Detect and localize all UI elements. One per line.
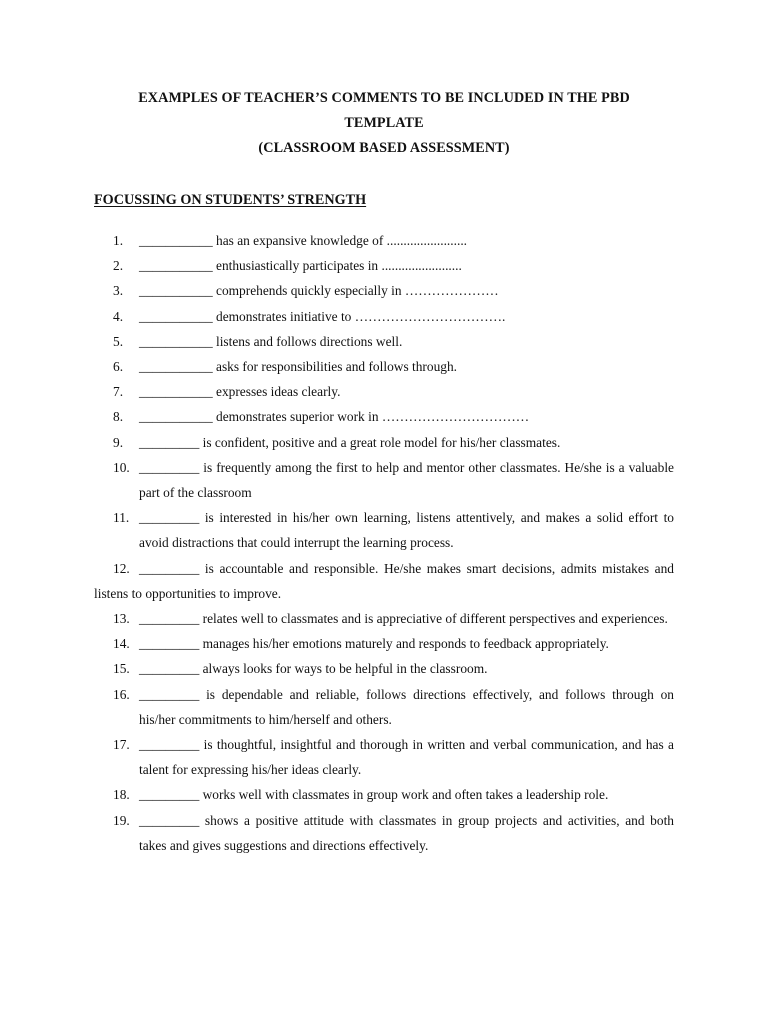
- item-number: 9.: [113, 434, 124, 450]
- item-number: 16.: [113, 686, 130, 702]
- list-item: [94, 782, 674, 807]
- list-item: [94, 379, 674, 404]
- item-number: 13.: [113, 611, 130, 627]
- section-heading: FOCUSSING ON STUDENTS’ STRENGTH: [94, 192, 367, 208]
- title-line-3: (CLASSROOM BASED ASSESSMENT): [258, 140, 510, 156]
- item-number: 15.: [113, 661, 130, 677]
- item-number: 7.: [113, 384, 124, 400]
- item-number: 2.: [113, 258, 124, 274]
- list-item: [94, 606, 674, 631]
- item-number: 19.: [113, 812, 130, 828]
- item-number: 18.: [113, 787, 130, 803]
- item-text: _________ works well with classmates in group work and often takes a leadership role.: [139, 787, 609, 803]
- item-text: ___________ listens and follows directions well.: [139, 333, 403, 349]
- title-line-2: TEMPLATE: [344, 115, 424, 131]
- item-number: 1.: [113, 233, 124, 248]
- comments-list: [94, 228, 674, 858]
- list-item: [94, 329, 674, 354]
- item-text: ___________ expresses ideas clearly.: [139, 384, 341, 400]
- list-item: [94, 304, 674, 329]
- item-number: 14.: [113, 636, 130, 652]
- item-number: 6.: [113, 359, 124, 375]
- document-title: [94, 86, 674, 161]
- list-item: [94, 656, 674, 681]
- list-item: [94, 228, 674, 253]
- list-item: [94, 430, 674, 455]
- item-number: 12.: [113, 560, 130, 576]
- item-text: ___________ enthusiastically participates in ........................: [139, 258, 462, 274]
- item-text: _________ is dependable and reliable, follows directions effectively, and follows through on his/her commitments to him/herself and others.: [139, 686, 674, 727]
- title-line-1: EXAMPLES OF TEACHER’S COMMENTS TO BE INCLUDED IN THE PBD: [138, 90, 630, 106]
- list-item: [94, 631, 674, 656]
- list-item: [94, 278, 674, 303]
- list-item: [94, 253, 674, 278]
- item-text: ___________ demonstrates superior work in ……………………………: [139, 409, 530, 425]
- item-text: _________ is interested in his/her own learning, listens attentively, and makes a solid effort to avoid distractions that could interrupt the learning process.: [139, 510, 674, 551]
- item-number: 17.: [113, 737, 130, 753]
- list-item: [94, 808, 674, 858]
- list-item: [94, 455, 674, 505]
- item-text: ___________ asks for responsibilities and follows through.: [139, 359, 458, 375]
- item-number: 4.: [113, 308, 124, 324]
- item-number: 5.: [113, 333, 124, 349]
- item-text: _________ manages his/her emotions maturely and responds to feedback appropriately.: [139, 636, 609, 652]
- list-item: [94, 404, 674, 429]
- item-text: _________ shows a positive attitude with classmates in group projects and activities, and both takes and gives suggestions and directions effectively.: [139, 812, 674, 853]
- item-text: _________ always looks for ways to be helpful in the classroom.: [139, 661, 488, 677]
- item-number: 8.: [113, 409, 124, 425]
- item-text: ___________ has an expansive knowledge of ........................: [139, 233, 468, 248]
- item-text: ___________ demonstrates initiative to …………………………….: [139, 308, 506, 324]
- item-number: 3.: [113, 283, 124, 299]
- list-item: [94, 682, 674, 732]
- item-text: _________ is confident, positive and a great role model for his/her classmates.: [139, 434, 561, 450]
- list-item: [94, 732, 674, 782]
- item-text: _________ is accountable and responsible. He/she makes smart decisions, admits mistakes and listens to opportunities to improve.: [94, 560, 674, 601]
- list-item: [94, 505, 674, 555]
- item-text: _________ is thoughtful, insightful and thorough in written and verbal communication, and has a talent for expressing his/her ideas clearly.: [139, 737, 674, 778]
- list-item: [94, 354, 674, 379]
- list-item: [94, 556, 674, 606]
- item-text: _________ is frequently among the first to help and mentor other classmates. He/she is a valuable part of the classroom: [139, 459, 674, 501]
- item-number: 10.: [113, 459, 130, 475]
- item-text: ___________ comprehends quickly especially in …………………: [139, 283, 499, 299]
- item-text: _________ relates well to classmates and is appreciative of different perspectives and experiences.: [139, 611, 668, 627]
- item-number: 11.: [113, 510, 130, 526]
